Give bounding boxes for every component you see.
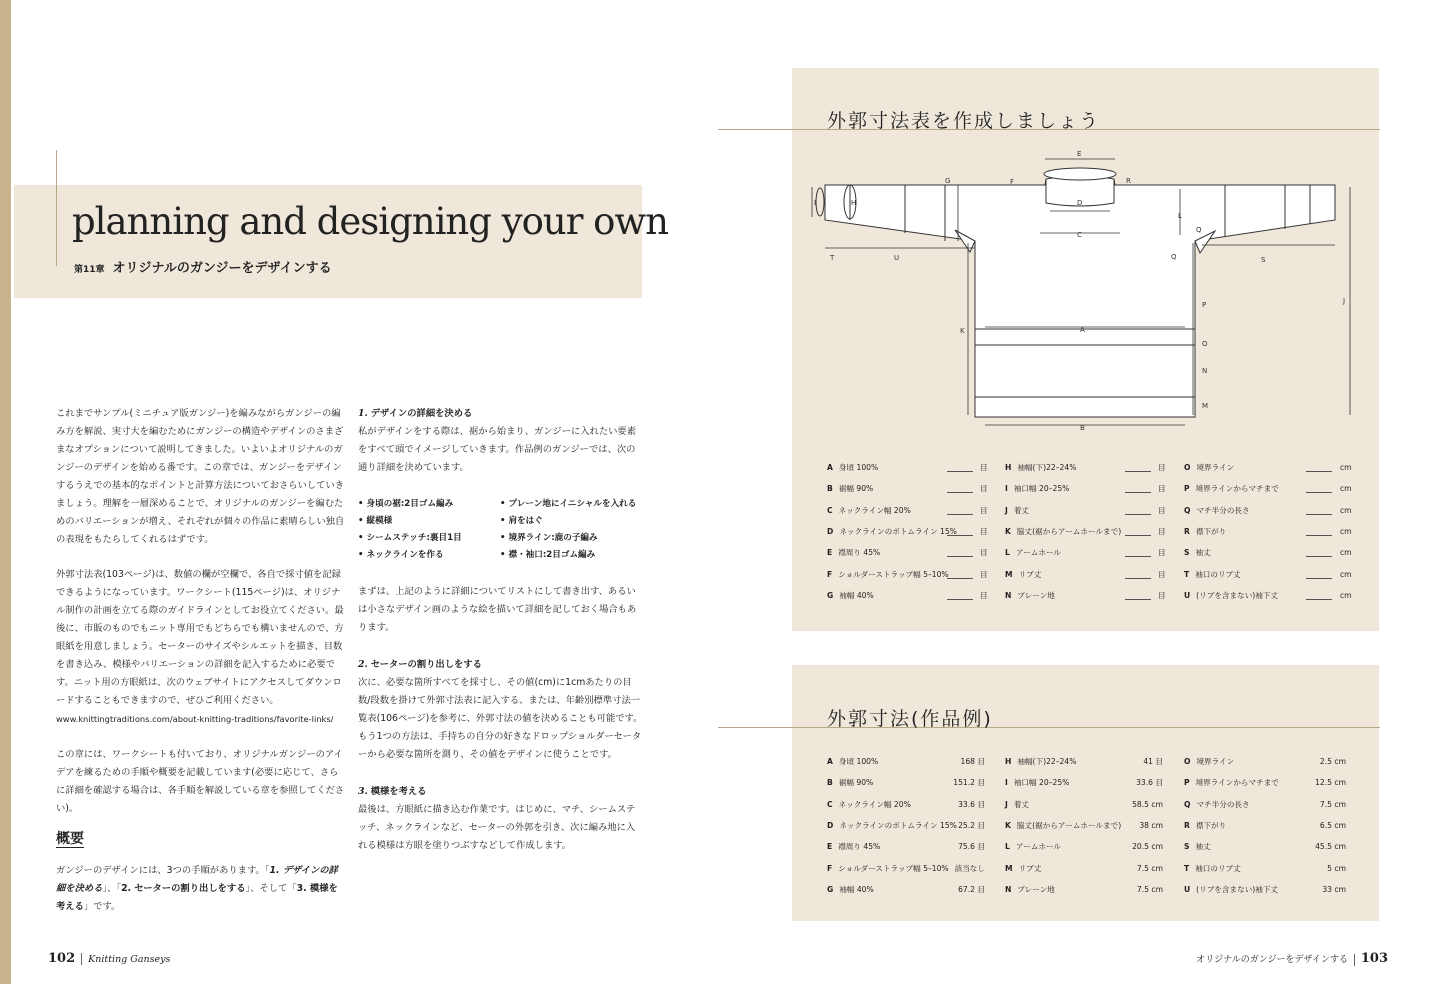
worksheet-paragraph	[56, 566, 346, 729]
measurement-row	[827, 569, 997, 581]
measurement-label: P 境界ラインからマチまで	[1184, 778, 1279, 788]
blank-field[interactable]	[1306, 529, 1332, 536]
diagram-label: E	[1077, 150, 1082, 158]
page-number: 102	[48, 951, 76, 966]
measurement-value: 7.5 cm	[1319, 799, 1346, 809]
measurement-row	[1184, 777, 1354, 789]
overview-paragraph	[56, 862, 346, 916]
measurement-row	[1005, 756, 1175, 768]
step-title: 模様を考える	[370, 786, 427, 797]
diagram-label: H	[851, 199, 857, 207]
unit: cm	[1340, 505, 1352, 515]
diagram-label: Q	[1196, 226, 1202, 234]
measurement-label: P 境界ラインからマチまで	[1184, 484, 1279, 494]
section-heading: 概要	[56, 831, 84, 847]
measurement-value: 58.5 cm	[1132, 799, 1163, 809]
left-footer	[48, 951, 170, 966]
measurement-row	[1005, 820, 1175, 832]
measurement-label: R 襟下がり	[1184, 526, 1227, 536]
measurement-label: G 袖幅 40%	[827, 884, 874, 894]
measurement-label: R 襟下がり	[1184, 820, 1227, 830]
measurement-row	[1005, 884, 1175, 896]
step-number: 2.	[358, 659, 368, 670]
diagram-label: N	[1202, 367, 1208, 375]
measurement-row	[827, 526, 997, 538]
measurement-label: G 袖幅 40%	[827, 590, 874, 600]
diagram-label: L	[1178, 212, 1182, 220]
unit: 目	[980, 590, 988, 600]
right-text-column	[358, 405, 644, 855]
unit: 目	[1158, 569, 1166, 579]
step-title: セーターの割り出しをする	[370, 659, 482, 670]
running-header: オリジナルのガンジーをデザインする	[1196, 955, 1348, 965]
unit: cm	[1340, 526, 1352, 536]
measurement-row	[1005, 483, 1175, 495]
measurement-row	[827, 777, 997, 789]
list-item: • シームステッチ:裏目1目	[358, 533, 462, 543]
measurement-label: L アームホール	[1005, 842, 1062, 852]
measurement-label: U (リブを含まない)袖下丈	[1184, 590, 1279, 600]
intro-paragraph: これまでサンプル(ミニチュア版ガンジー)を編みながらガンジーの編み方を解説、実寸大を編むためにガンジーの構造やデザインのさまざまなオプションについて説明してきました。いよいよオリジナルのガンジーのデザインを始める番です。この章では、ガンジーをデザインするうえでの基本的なポイントと計算方法についておさらいしていきましょう。理解を一層深めることで、オリジナルのガンジーを編むためのバリエーションが増え、それぞれが個々の作品に素晴らしい独自の表現をもたらしてくれるはずです。	[56, 408, 345, 545]
measurement-value: 151.2 目	[953, 778, 985, 788]
step-3-body: 最後は、方眼紙に描き込む作業です。はじめに、マチ、シームステッチ、ネックラインなど、セーターの外郭を引き、次に編み地に入れる模様は方眼を塗りつぶすなどして作成します。	[358, 804, 636, 851]
chapter-title-jp	[74, 257, 332, 276]
step-number: 1.	[358, 408, 368, 419]
step-number: 3.	[358, 786, 368, 797]
step-1-ref: 1. デザインの詳細を決める	[56, 865, 338, 894]
example-table	[827, 756, 1357, 906]
measurement-row	[1184, 547, 1354, 559]
step-3-heading	[358, 783, 644, 801]
step-1-body: 私がデザインをする際は、裾から始まり、ガンジーに入れたい要素をすべて頭でイメージしていきます。作品例のガンジーでは、次の通り詳細を決めています。	[358, 426, 637, 473]
measurement-row	[827, 884, 997, 896]
measurement-value: 25.2 目	[958, 820, 985, 830]
blank-field[interactable]	[947, 550, 973, 557]
measurement-row	[1184, 462, 1354, 474]
right-footer	[1196, 951, 1388, 966]
measurement-label: C ネックライン幅 20%	[827, 505, 911, 515]
chapter-number: 第11章	[74, 265, 105, 275]
blank-field[interactable]	[1125, 529, 1151, 536]
worksheet-table	[827, 462, 1357, 612]
measurement-label: A 身頃 100%	[827, 757, 879, 766]
measurement-label: K 脇丈(裾からアームホールまで)	[1005, 820, 1122, 830]
list-item: • 襟・袖口:2目ゴム編み	[500, 550, 596, 560]
measurement-label: U (リブを含まない)袖下丈	[1184, 884, 1279, 894]
measurement-label: Q マチ半分の長さ	[1184, 799, 1250, 809]
list-item: • 境界ライン:鹿の子編み	[500, 533, 598, 543]
diagram-label: M	[1202, 402, 1209, 410]
measurement-row	[1005, 863, 1175, 875]
unit: cm	[1340, 590, 1352, 600]
unit: 目	[1158, 463, 1166, 472]
blank-field[interactable]	[1125, 550, 1151, 557]
unit: 目	[980, 569, 988, 579]
measurement-label: L アームホール	[1005, 548, 1062, 558]
measurement-label: H 袖幅(下)22–24%	[1005, 463, 1077, 472]
step-2-ref: 2. セーターの割り出しをする	[121, 883, 246, 894]
blank-field[interactable]	[947, 593, 973, 600]
measurement-row	[827, 841, 997, 853]
list-item: • 縦模様	[358, 516, 393, 526]
measurement-row	[1184, 863, 1354, 875]
measurement-row	[827, 820, 997, 832]
unit: 目	[1158, 548, 1166, 558]
measurement-label: E 襟周り 45%	[827, 842, 881, 852]
measurement-value: 6.5 cm	[1319, 820, 1346, 830]
diagram-label: D	[1077, 199, 1083, 207]
step-3-ref: 3. 模様を考える	[56, 883, 338, 912]
diagram-label: C	[1077, 231, 1082, 239]
blank-field[interactable]	[1306, 572, 1332, 579]
step-2-heading	[358, 656, 644, 674]
measurement-label: B 裾幅 90%	[827, 484, 874, 494]
step-1-after: まずは、上記のように詳細についてリストにして書き出す、あるいは小さなデザイン画のような絵を描いて詳細を記しておく場合もあります。	[358, 586, 637, 633]
unit: 目	[1158, 526, 1166, 536]
measurement-value: 33 cm	[1322, 884, 1346, 894]
worksheet-text: 外郭寸法表(103ページ)は、数値の欄が空欄で、各自で採寸値を記録できるようになっています。ワークシート(115ページ)は、オリジナル制作の計画を立てる際のガイドラインとしてお役立てください。最後に、市販のものでもニット専用でもどちらでも構いませんので、方眼紙を用意しましょう。セーターのサイズやシルエットを描き、目数を書き込み、模様やバリエーションの詳細を記入するために必要です。ニット用の方眼紙は、次のウェブサイトにアクセスしてダウンロードすることもできますので、ぜひご利用ください。	[56, 569, 344, 706]
measurement-value: 75.6 目	[958, 842, 985, 852]
measurement-value: 7.5 cm	[1136, 863, 1163, 873]
measurement-label: O 境界ライン	[1184, 463, 1235, 472]
measurement-row	[1005, 462, 1175, 474]
blank-field[interactable]	[1125, 486, 1151, 493]
measurement-label: J 着丈	[1005, 505, 1030, 515]
diagram-label: G	[945, 177, 951, 185]
blank-field[interactable]	[1125, 572, 1151, 579]
measurement-label: B 裾幅 90%	[827, 778, 874, 788]
measurement-label: A 身頃 100%	[827, 463, 879, 472]
diagram-label: B	[1080, 424, 1085, 432]
measurement-row	[1005, 547, 1175, 559]
measurement-value: 33.6 目	[1136, 778, 1163, 788]
diagram-label: T	[830, 254, 835, 262]
measurement-label: S 袖丈	[1184, 548, 1211, 558]
blank-field[interactable]	[1306, 486, 1332, 493]
blank-field[interactable]	[1125, 593, 1151, 600]
measurement-value: 7.5 cm	[1136, 884, 1163, 894]
measurement-label: O 境界ライン	[1184, 757, 1235, 766]
measurement-row	[1184, 505, 1354, 517]
diagram-label: S	[1261, 256, 1266, 264]
list-item: • プレーン地にイニシャルを入れる	[500, 499, 637, 509]
worksheet-title: 外郭寸法表を作成しましょう	[827, 110, 1101, 132]
measurement-row	[1184, 569, 1354, 581]
measurement-label: I 袖口幅 20–25%	[1005, 778, 1070, 788]
measurement-value: 2.5 cm	[1319, 757, 1346, 766]
measurement-label: D ネックラインのボトムライン 15%	[827, 820, 957, 830]
measurement-label: I 袖口幅 20–25%	[1005, 484, 1070, 494]
measurement-row	[1184, 841, 1354, 853]
measurement-label: H 袖幅(下)22–24%	[1005, 757, 1077, 766]
book-spine	[0, 0, 11, 984]
diagram-label: Q	[1171, 253, 1177, 261]
diagram-label: P	[1202, 301, 1207, 309]
measurement-label: E 襟周り 45%	[827, 548, 881, 558]
measurement-label: N プレーン地	[1005, 590, 1055, 600]
chapter-title: オリジナルのガンジーをデザインする	[112, 261, 332, 276]
step-1-heading	[358, 405, 644, 423]
blank-field[interactable]	[1125, 508, 1151, 515]
measurement-label: F ショルダーストラップ幅 5–10%	[827, 863, 949, 873]
example-title: 外郭寸法(作品例)	[827, 708, 993, 730]
overview-text: 」です。	[83, 901, 121, 912]
blank-field[interactable]	[947, 508, 973, 515]
measurement-value: 5 cm	[1327, 863, 1346, 873]
unit: cm	[1340, 569, 1352, 579]
measurement-row	[1005, 590, 1175, 602]
diagram-label: R	[1126, 177, 1131, 185]
measurement-row	[827, 863, 997, 875]
unit: 目	[980, 548, 988, 558]
measurement-label: N プレーン地	[1005, 884, 1055, 894]
measurement-row	[827, 590, 997, 602]
measurement-row	[1184, 799, 1354, 811]
overview-text: ガンジーのデザインには、3つの手順があります。「	[56, 865, 270, 876]
unit: 目	[980, 463, 988, 472]
measurement-row	[1005, 777, 1175, 789]
overview-text: 」、「	[102, 883, 122, 894]
measurement-row	[827, 505, 997, 517]
measurement-label: D ネックラインのボトムライン 15%	[827, 526, 957, 536]
measurement-row	[1184, 526, 1354, 538]
unit: 目	[980, 484, 988, 494]
step-title: デザインの詳細を決める	[370, 408, 473, 419]
page-number: 103	[1360, 951, 1388, 966]
diagram-label: U	[894, 254, 900, 262]
measurement-row	[1184, 483, 1354, 495]
measurement-label: T 袖口のリブ丈	[1184, 863, 1241, 873]
blank-field[interactable]	[1306, 508, 1332, 515]
measurement-value: 38 cm	[1139, 820, 1163, 830]
unit: 目	[980, 526, 988, 536]
unit: 目	[980, 505, 988, 515]
measurement-row	[1005, 841, 1175, 853]
measurement-row	[827, 547, 997, 559]
diagram-label: A	[1080, 326, 1085, 334]
blank-field[interactable]	[947, 486, 973, 493]
blank-field[interactable]	[947, 572, 973, 579]
step-2-body: 次に、必要な箇所すべてを採寸し、その値(cm)に1cmあたりの目数/段数を掛けて外郭寸法表に記入する、または、年齢別標準寸法一覧表(106ページ)を参考に、外郭寸法の値を決めることも可能です。もう1つの方法は、手持ちの自分の好きなドロップショルダーセーターから必要な箇所を測り、その値をデザインに使うことです。	[358, 677, 643, 760]
blank-field[interactable]	[1125, 465, 1151, 472]
blank-field[interactable]	[1306, 593, 1332, 600]
design-detail-list	[358, 496, 644, 564]
measurement-row	[1005, 799, 1175, 811]
unit: cm	[1340, 548, 1352, 558]
chapter-paragraph: この章には、ワークシートも付いており、オリジナルガンジーのアイデアを練るための手順や概要を記載しています(必要に応じて、さらに詳細を確認する場合は、各手順を解説している章を参照してください)。	[56, 749, 345, 814]
measurement-value: 67.2 目	[958, 884, 985, 894]
website-link[interactable]: www.knittingtraditions.com/about-knitting-traditions/favorite-links/	[56, 714, 334, 724]
unit: 目	[1158, 590, 1166, 600]
measurement-row	[827, 483, 997, 495]
sweater-schematic	[800, 145, 1370, 445]
measurement-value: 45.5 cm	[1315, 842, 1346, 852]
measurement-label: M リブ丈	[1005, 863, 1042, 873]
measurement-value: 41 目	[1143, 757, 1163, 766]
diagram-label: J	[1343, 297, 1346, 305]
blank-field[interactable]	[1306, 550, 1332, 557]
diagram-label: F	[1010, 178, 1015, 186]
measurement-row	[827, 462, 997, 474]
unit: cm	[1340, 484, 1352, 494]
blank-field[interactable]	[1306, 465, 1332, 472]
measurement-value: 168 目	[960, 757, 985, 766]
measurement-row	[827, 799, 997, 811]
measurement-row	[1005, 569, 1175, 581]
left-text-column	[56, 405, 346, 916]
measurement-row	[1184, 820, 1354, 832]
list-item: • 身頃の裾:2目ゴム編み	[358, 499, 454, 509]
unit: 目	[1158, 484, 1166, 494]
diagram-label: I	[814, 199, 817, 207]
measurement-label: M リブ丈	[1005, 569, 1042, 579]
list-item: • 肩をはぐ	[500, 516, 543, 526]
unit: 目	[1158, 505, 1166, 515]
measurement-label: K 脇丈(裾からアームホールまで)	[1005, 526, 1122, 536]
measurement-label: F ショルダーストラップ幅 5–10%	[827, 569, 949, 579]
diagram-label: K	[960, 327, 965, 335]
chapter-title-en: planning and designing your own	[72, 200, 668, 243]
blank-field[interactable]	[947, 529, 973, 536]
measurement-label: T 袖口のリブ丈	[1184, 569, 1241, 579]
measurement-value: 20.5 cm	[1132, 842, 1163, 852]
measurement-value: 12.5 cm	[1315, 778, 1346, 788]
overview-text: 」、そして「	[245, 883, 297, 894]
book-title: Knitting Ganseys	[88, 954, 171, 965]
measurement-row	[1184, 884, 1354, 896]
measurement-label: S 袖丈	[1184, 842, 1211, 852]
list-item: • ネックラインを作る	[358, 550, 444, 560]
measurement-row	[1184, 756, 1354, 768]
unit: cm	[1340, 463, 1352, 472]
panel-title-rule	[718, 727, 1380, 728]
measurement-row	[1005, 505, 1175, 517]
measurement-value: 33.6 目	[958, 799, 985, 809]
measurement-label: J 着丈	[1005, 799, 1030, 809]
measurement-row	[1005, 526, 1175, 538]
title-rule	[56, 150, 57, 266]
diagram-label: O	[1202, 340, 1208, 348]
blank-field[interactable]	[947, 465, 973, 472]
measurement-row	[827, 756, 997, 768]
measurement-label: C ネックライン幅 20%	[827, 799, 911, 809]
measurement-label: Q マチ半分の長さ	[1184, 505, 1250, 515]
measurement-value: 該当なし	[954, 863, 985, 873]
measurement-row	[1184, 590, 1354, 602]
